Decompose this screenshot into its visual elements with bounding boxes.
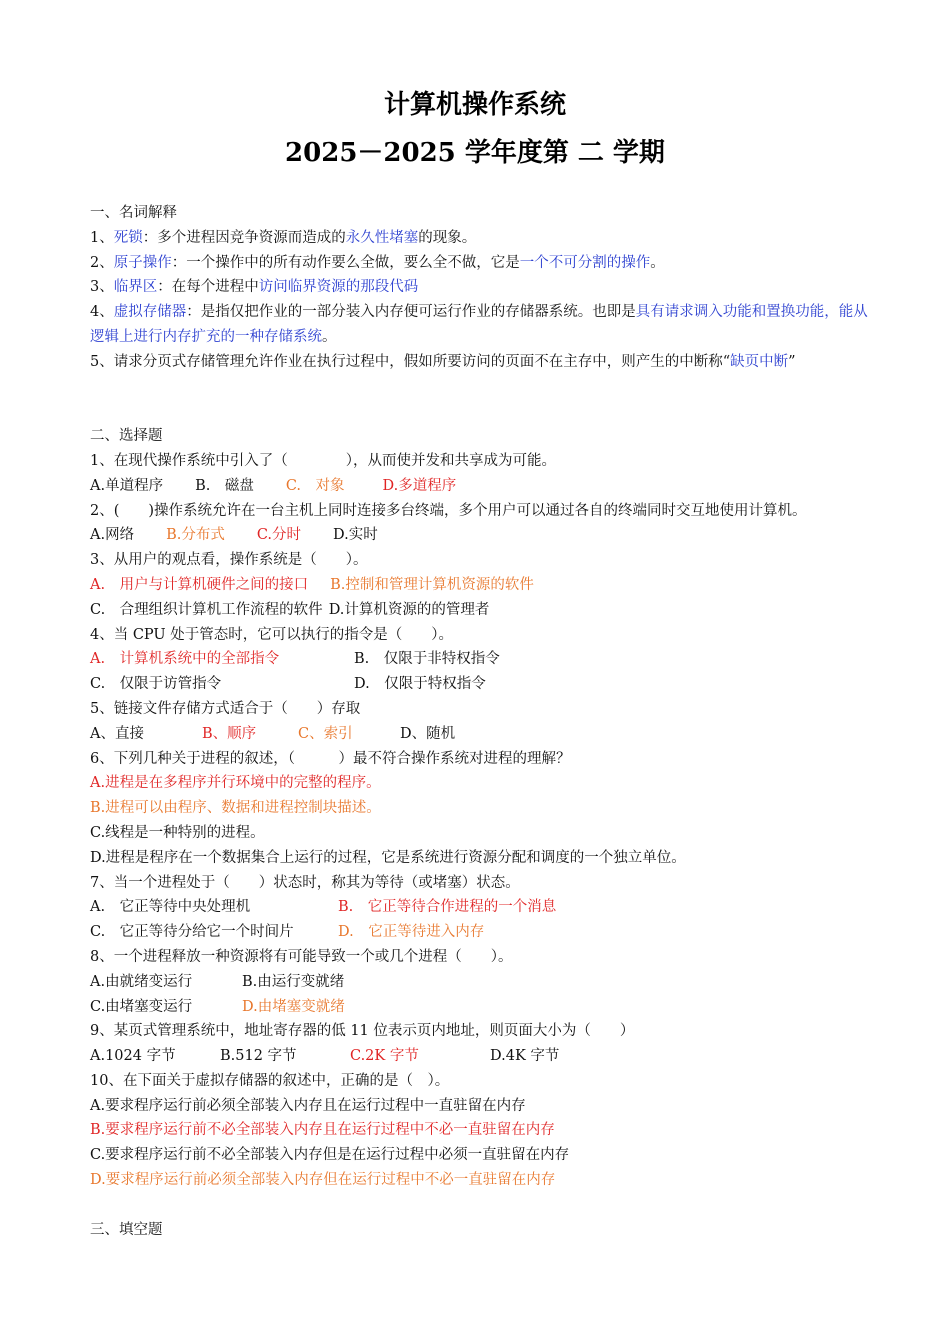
option-d: D.计算机资源的的管理者 — [328, 601, 490, 618]
term-item-1: 1、死锁：多个进程因竞争资源而造成的永久性堵塞的现象。 — [90, 229, 477, 246]
question-4: 4、当 CPU 处于管态时，它可以执行的指令是（ ）。 — [90, 626, 454, 643]
option-c: C. 仅限于访管指令 — [90, 676, 222, 693]
document-body — [90, 201, 880, 1242]
options-3-ab — [90, 573, 880, 598]
option-a: A.由就绪变运行 — [90, 973, 193, 990]
question-1: 1、在现代操作系统中引入了（ ），从而使并发和共享成为可能。 — [90, 452, 556, 469]
question-6: 6、下列几种关于进程的叙述，（ ）最不符合操作系统对进程的理解？ — [90, 750, 571, 767]
option-a: A.单道程序 — [90, 477, 164, 494]
term-highlight: 缺页中断 — [730, 353, 789, 370]
term-highlight: 一个不可分割的操作 — [519, 254, 651, 271]
option-c: C.分时 — [256, 527, 302, 544]
option-a-line: A.要求程序运行前必须全部装入内存且在运行过程中一直驻留在内存 — [90, 1097, 526, 1114]
option-a: A. 计算机系统中的全部指令 — [90, 651, 280, 668]
option-b: B. 它正等待合作进程的一个消息 — [338, 899, 557, 916]
document-subtitle: 2025－2025 学年度第 二 学期 — [285, 138, 665, 168]
option-d: D.由堵塞变就绪 — [242, 998, 345, 1015]
option-b-line: B.要求程序运行前不必全部装入内存且在运行过程中不必一直驻留在内存 — [90, 1122, 555, 1139]
option-d: D.多道程序 — [382, 477, 457, 494]
option-a-line: A.进程是在多程序并行环境中的完整的程序。 — [90, 775, 381, 792]
term-label: 虚拟存储器 — [113, 304, 187, 321]
options-2 — [90, 523, 880, 548]
section-heading-fill: 三、填空题 — [90, 1221, 163, 1238]
term-label: 死锁 — [113, 229, 143, 246]
option-d: D.4K 字节 — [490, 1048, 560, 1065]
term-highlight: 访问临界资源的那段代码 — [258, 279, 419, 296]
question-9: 9、某页式管理系统中，地址寄存器的低 11 位表示页内地址，则页面大小为（ ） — [90, 1023, 635, 1040]
option-d-line: D.要求程序运行前必须全部装入内存但在运行过程中不必一直驻留在内存 — [90, 1172, 556, 1189]
question-8: 8、一个进程释放一种资源将有可能导致一个或几个进程（ ）。 — [90, 948, 513, 965]
option-b-line: B.进程可以由程序、数据和进程控制块描述。 — [90, 800, 381, 817]
options-4-cd — [90, 672, 880, 697]
term-highlight: 永久性堵塞 — [345, 229, 419, 246]
option-b: B. 仅限于非特权指令 — [354, 651, 500, 668]
option-a: A.网络 — [90, 527, 135, 544]
section-heading-choice: 二、选择题 — [90, 428, 163, 445]
question-5: 5、链接文件存储方式适合于（ ）存取 — [90, 700, 361, 717]
option-d: D. 仅限于特权指令 — [354, 676, 486, 693]
document-title: 计算机操作系统 — [383, 90, 566, 120]
option-c: C. 它正等待分给它一个时间片 — [90, 924, 294, 941]
question-10: 10、在下面关于虚拟存储器的叙述中，正确的是（ ）。 — [90, 1072, 450, 1089]
options-9 — [90, 1044, 880, 1069]
term-item-4: 4、虚拟存储器：是指仅把作业的一部分装入内存便可运行作业的存储器系统。也即是具有请求调入功能和置换功能，能从逻辑上进行内存扩充的一种存储系统。 — [90, 304, 868, 345]
option-c: C. 对象 — [285, 477, 345, 494]
option-a: A. 用户与计算机硬件之间的接口 — [90, 576, 309, 593]
option-b: B、顺序 — [202, 725, 257, 742]
term-item-2: 2、原子操作：一个操作中的所有动作要么全做，要么全不做，它是一个不可分割的操作。 — [90, 254, 665, 271]
option-b: B. 磁盘 — [195, 477, 254, 494]
options-5 — [90, 722, 880, 747]
question-7: 7、当一个进程处于（ ）状态时，称其为等待（或堵塞）状态。 — [90, 874, 520, 891]
option-b: B.由运行变就绪 — [242, 973, 345, 990]
option-b: B.512 字节 — [220, 1048, 297, 1065]
question-2: 2、( )操作系统允许在一台主机上同时连接多台终端，多个用户可以通过各自的终端同时交互地使用计算机。 — [90, 502, 807, 519]
option-d: D、随机 — [400, 725, 456, 742]
question-3: 3、从用户的观点看，操作系统是（ ）。 — [90, 552, 368, 569]
option-a: A. 它正等待中央处理机 — [90, 899, 251, 916]
term-item-5: 5、请求分页式存储管理允许作业在执行过程中，假如所要访问的页面不在主存中，则产生的中断称“缺页中断” — [90, 353, 796, 370]
term-highlight: 具有请求调入功能和置换功能，能从逻辑上进行内存扩充的一种存储系统 — [90, 304, 868, 345]
option-b: B.分布式 — [166, 527, 225, 544]
option-c: C. 合理组织计算机工作流程的软件 — [90, 601, 323, 618]
option-c-line: C.线程是一种特别的进程。 — [90, 824, 265, 841]
option-d-line: D.进程是程序在一个数据集合上运行的过程，它是系统进行资源分配和调度的一个独立单位。 — [90, 849, 686, 866]
options-7-ab — [90, 895, 880, 920]
options-8-ab — [90, 970, 880, 995]
option-c: C.2K 字节 — [350, 1048, 419, 1065]
option-c: C、索引 — [298, 725, 353, 742]
option-b: B.控制和管理计算机资源的软件 — [330, 576, 534, 593]
option-a: A.1024 字节 — [90, 1048, 176, 1065]
options-4-ab — [90, 647, 880, 672]
options-1 — [90, 474, 880, 499]
option-a: A、直接 — [90, 725, 144, 742]
options-8-cd — [90, 995, 880, 1020]
term-item-3: 3、临界区：在每个进程中访问临界资源的那段代码 — [90, 279, 419, 296]
option-d: D.实时 — [333, 527, 378, 544]
term-label: 临界区 — [113, 279, 158, 296]
options-3-cd — [90, 598, 880, 623]
term-label: 原子操作 — [113, 254, 172, 271]
option-d: D. 它正等待进入内存 — [338, 924, 485, 941]
option-c: C.由堵塞变运行 — [90, 998, 193, 1015]
options-7-cd — [90, 920, 880, 945]
section-heading-terms: 一、名词解释 — [90, 205, 177, 221]
option-c-line: C.要求程序运行前不必全部装入内存但是在运行过程中必须一直驻留在内存 — [90, 1147, 570, 1164]
